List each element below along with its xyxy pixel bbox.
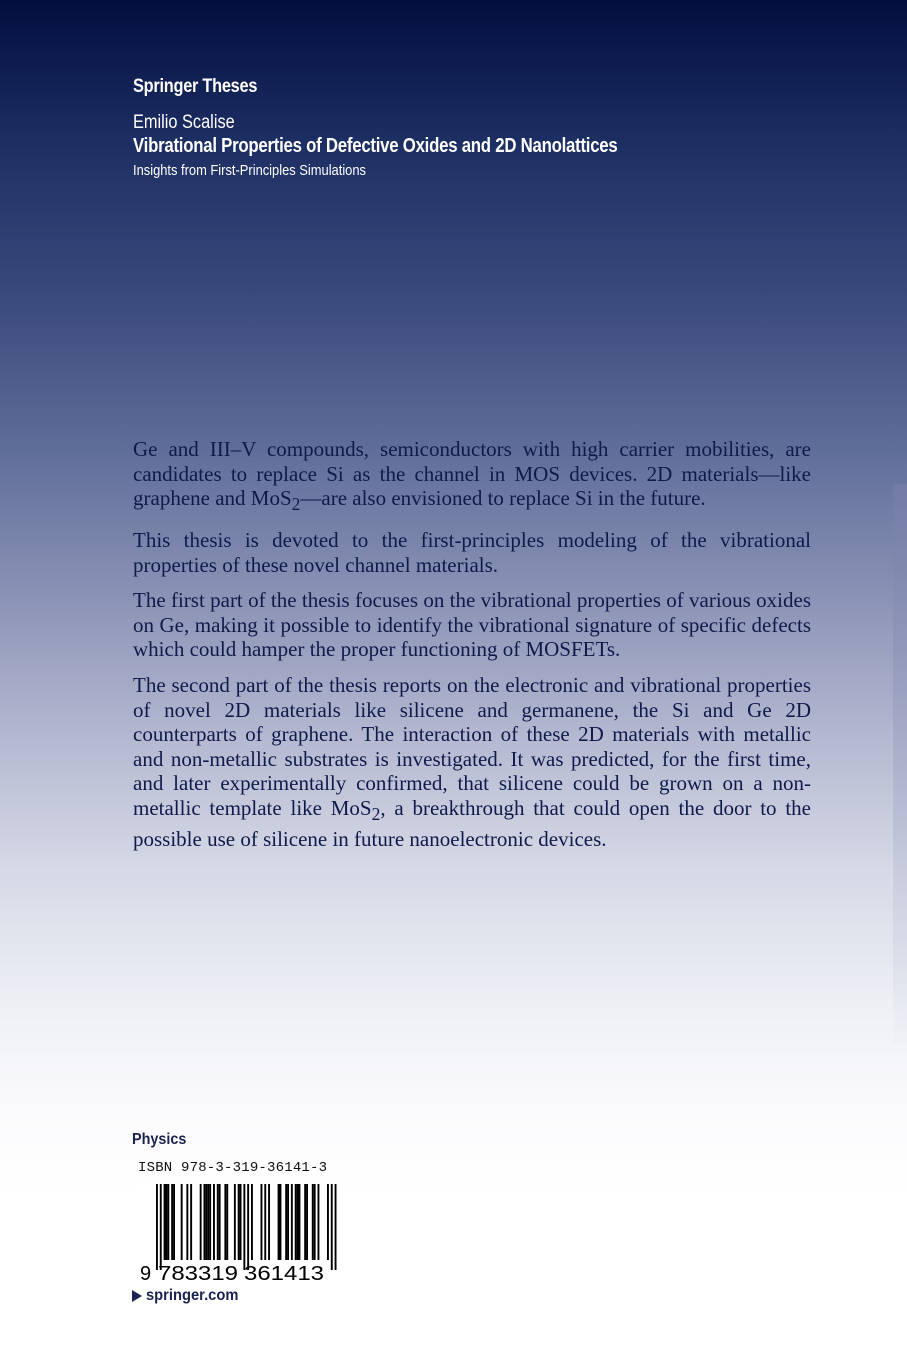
barcode-bar	[240, 1184, 242, 1260]
barcode-digit-first: 9	[140, 1263, 152, 1285]
barcode-bar	[207, 1184, 209, 1260]
barcode-bar	[295, 1184, 297, 1260]
website-label: springer.com	[146, 1287, 239, 1304]
barcode-bar	[268, 1184, 270, 1260]
category-label: Physics	[132, 1131, 187, 1148]
barcode-bar	[213, 1184, 215, 1260]
barcode-bar	[304, 1184, 306, 1260]
cover-header	[133, 76, 833, 179]
barcode-bar	[224, 1184, 226, 1260]
barcode-bar	[226, 1184, 228, 1260]
isbn-text: ISBN 978-3-319-36141-3	[138, 1160, 328, 1176]
barcode-bar	[318, 1184, 320, 1260]
barcode-bar	[173, 1184, 175, 1260]
barcode-digits-right: 361413	[244, 1263, 324, 1285]
barcode-bar	[278, 1184, 280, 1260]
barcode-bar	[186, 1184, 188, 1260]
barcode-bar	[166, 1184, 168, 1260]
barcode-bar	[299, 1184, 301, 1260]
book-title: Vibrational Properties of Defective Oxides and 2D Nanolattices	[133, 135, 618, 157]
barcode-bar	[238, 1184, 240, 1260]
barcode-bar	[291, 1184, 293, 1260]
barcode-bar	[171, 1184, 173, 1260]
barcode-bar	[280, 1184, 282, 1260]
blurb-paragraph-1: Ge and III–V compounds, semiconductors with high carrier mobilities, are candidates to replace Si as the channel in MOS devices. 2D materials—like graphene and MoS$_2$—are also envisioned to replace Si in the future.	[133, 437, 811, 515]
barcode-bar	[234, 1184, 236, 1260]
blurb-paragraph-4: The second part of the thesis reports on the electronic and vibrational properties of novel 2D materials like silicene and germanene, the Si and Ge 2D counterparts of graphene. The interaction of these 2D materials with metallic and non-metallic substrates is investigated. It was predicted, for the first time, and later experimentally confirmed, that silicene could be grown on a non-metallic template like MoS$_2$, a breakthrough that could open the door to the possible use of silicene in future nanoelectronic devices.	[133, 672, 811, 851]
barcode-bar	[264, 1184, 266, 1260]
barcode-digits-left: 783319	[158, 1263, 238, 1285]
barcode-bar	[312, 1184, 314, 1260]
barcode-bar	[217, 1184, 219, 1260]
barcode-bar	[261, 1184, 263, 1260]
barcode-bar	[335, 1184, 337, 1270]
barcode-bar	[251, 1184, 253, 1260]
barcode-bar	[209, 1184, 211, 1260]
book-subtitle: Insights from First-Principles Simulations	[133, 162, 366, 179]
publisher-website[interactable]	[132, 1287, 246, 1305]
barcode-bar	[160, 1184, 162, 1270]
barcode-bar	[287, 1184, 289, 1260]
barcode-bar	[200, 1184, 202, 1260]
triangle-arrow-icon	[132, 1290, 142, 1302]
barcode-bar	[297, 1184, 299, 1260]
barcode-bar	[327, 1184, 329, 1260]
barcode-bar	[219, 1184, 221, 1260]
barcode	[134, 1182, 340, 1288]
barcode-bar	[306, 1184, 308, 1260]
barcode-bar	[205, 1184, 207, 1260]
spine-shading	[893, 484, 907, 1044]
blurb	[133, 437, 811, 862]
barcode-bar	[331, 1184, 333, 1270]
barcode-bar	[156, 1184, 158, 1270]
barcode-bar	[181, 1184, 183, 1260]
series-name: Springer Theses	[133, 76, 258, 97]
barcode-bar	[167, 1184, 169, 1260]
author-name: Emilio Scalise	[133, 112, 235, 133]
barcode-bar	[247, 1184, 249, 1270]
barcode-bar	[285, 1184, 287, 1260]
barcode-bar	[190, 1184, 192, 1260]
blurb-paragraph-3: The first part of the thesis focuses on the vibrational properties of various oxides on Ge, making it possible to identify the vibrational signature of specific defects which could hamper the proper functioning of MOSFETs.	[133, 588, 811, 662]
blurb-paragraph-2: This thesis is devoted to the first-principles modeling of the vibrational properties of these novel channel materials.	[133, 527, 811, 577]
barcode-bar	[314, 1184, 316, 1260]
barcode-bar	[164, 1184, 166, 1260]
barcode-bar	[243, 1184, 245, 1270]
barcode-bar	[204, 1184, 206, 1260]
